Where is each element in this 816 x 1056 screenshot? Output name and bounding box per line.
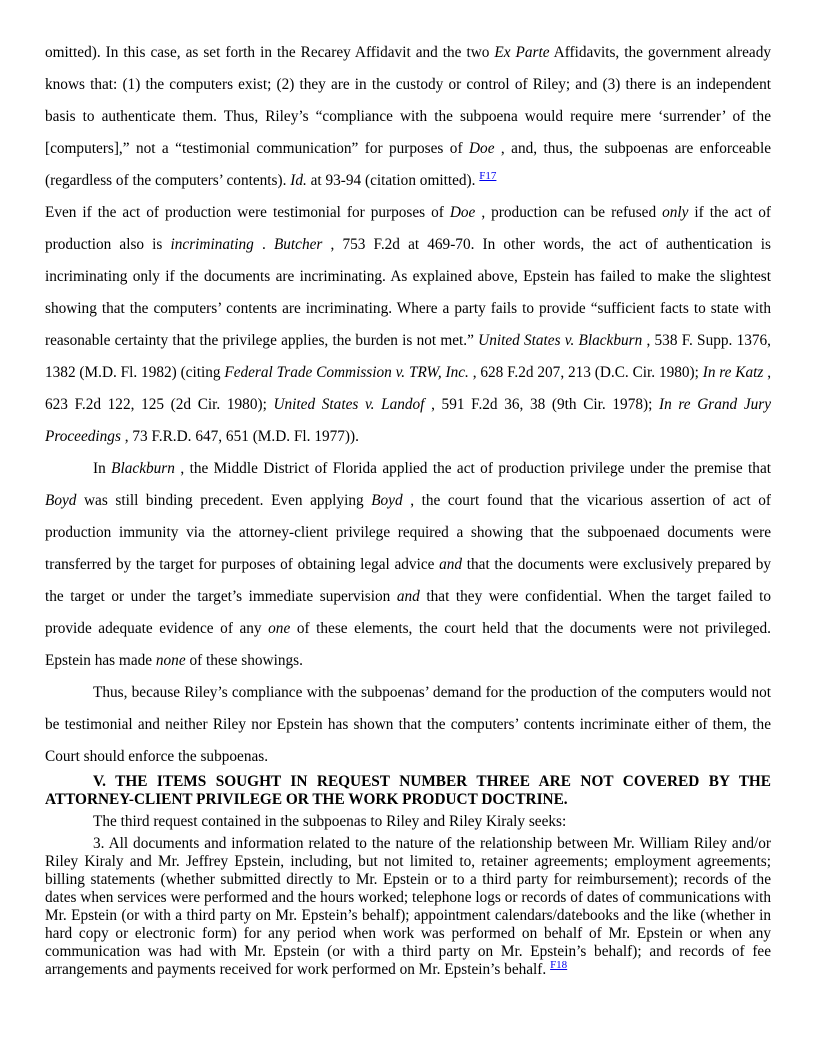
footnote-link-f17[interactable]: F17 (479, 169, 497, 182)
paragraph-third-request: The third request contained in the subpoenas to Riley and Riley Kiraly seeks: (93, 813, 567, 830)
footnote-link-f18[interactable]: F18 (550, 958, 568, 971)
paragraph-conclusion: Thus, because Riley’s compliance with the subpoenas’ demand for the production of the computers would not be testimonial and neither Riley nor Epstein has shown that the computers’ contents incriminate either of them, the Court should enforce the subpoenas. (45, 684, 771, 765)
paragraph-continued: omitted). In this case, as set forth in the Recarey Affidavit and the two Ex Parte Affidavits, the government already knows that: (1) the computers exist; (2) they are in the custody or control of Riley; and (3) there is an independent basis to authenticate them. Thus, Riley’s “compliance with the subpoena would require mere ‘surrender’ of the [computers],” not a “testimonial communication” for purposes of Doe , and, thus, the subpoenas are enforceable (regardless of the computers’ contents). Id. at 93-94 (citation omitted). $^{F17}$ (45, 44, 771, 189)
paragraph-act-of-production: Even if the act of production were testimonial for purposes of Doe , production can be refused only if the act of production also is incriminating . Butcher , 753 F.2d at 469-70. In other words, the act of authentication is incriminating only if the documents are incriminating. As explained above, Epstein has failed to make the slightest showing that the computers’ contents are incriminating. Where a party fails to provide “sufficient facts to state with reasonable certainty that the privilege applies, the burden is not met.” United States v. Blackburn , 538 F. Supp. 1376, 1382 (M.D. Fl. 1982) (citing Federal Trade Commission v. TRW, Inc. , 628 F.2d 207, 213 (D.C. Cir. 1980); In re Katz , 623 F.2d 122, 125 (2d Cir. 1980); United States v. Landof , 591 F.2d 36, 38 (9th Cir. 1978); In re Grand Jury Proceedings , 73 F.R.D. 647, 651 (M.D. Fl. 1977)). (45, 204, 772, 445)
paragraph-blackburn: In Blackburn , the Middle District of Florida applied the act of production privilege under the premise that Boyd was still binding precedent. Even applying Boyd , the court found that the vicarious assertion of act of production immunity via the attorney-client privilege required a showing that the subpoenaed documents were transferred by the target for purposes of obtaining legal advice and that the documents were exclusively prepared by the target or under the target’s immediate supervision and that they were confidential. When the target failed to provide adequate evidence of any one of these elements, the court held that the documents were not privileged. Epstein has made none of these showings. (45, 460, 772, 669)
section-heading: V. THE ITEMS SOUGHT IN REQUEST NUMBER THREE ARE NOT COVERED BY THE ATTORNEY-CLIENT PRIVILEGE OR THE WORK PRODUCT DOCTRINE. (45, 773, 771, 808)
block-quote-request: 3. All documents and information related to the nature of the relationship between Mr. William Riley and/or Riley Kiraly and Mr. Jeffrey Epstein, including, but not limited to, retainer agreements; employment agreements; billing statements (whether submitted directly to Mr. Epstein or to a third party for reimbursement); records of the dates when services were performed and the hours worked; telephone logs or records of dates of communications with Mr. Epstein (or with a third party on Mr. Epstein’s behalf); appointment calendars/datebooks and the like (whether in hard copy or electronic form) for any period when work was performed on behalf of Mr. Epstein or when any communication was had with Mr. Epstein (or with a third party on Mr. Epstein’s behalf); and records of fee arrangements and payments received for work performed on Mr. Epstein’s behalf. $^{F18}$ (45, 835, 771, 978)
body-text (45, 37, 771, 979)
